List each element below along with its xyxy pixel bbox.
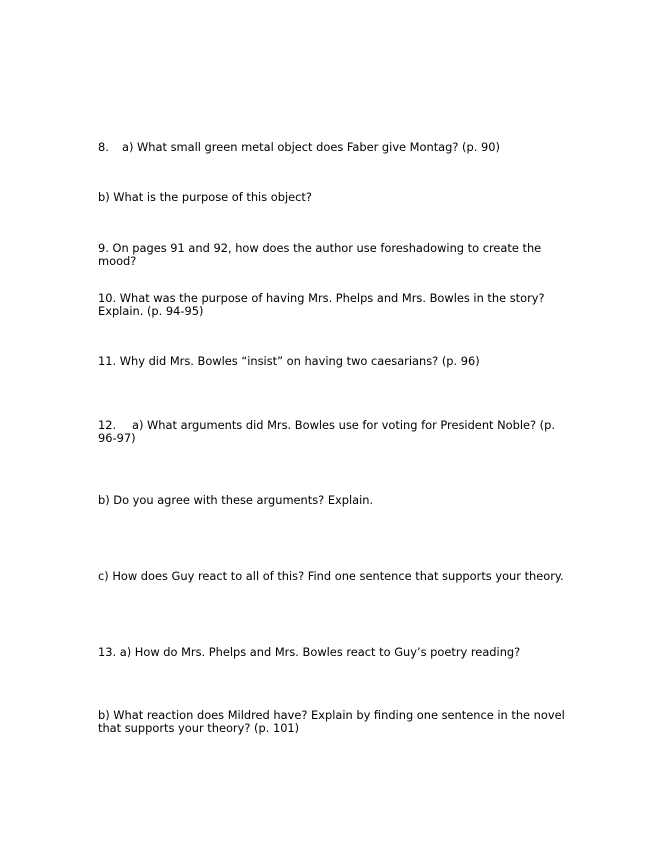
question-text: 13. a) How do Mrs. Phelps and Mrs. Bowles react to Guy’s poetry reading? bbox=[98, 645, 521, 659]
question-10 bbox=[98, 292, 568, 318]
question-8a bbox=[98, 141, 568, 154]
question-text: 10. What was the purpose of having Mrs. Phelps and Mrs. Bowles in the story? Explain. (p. 94-95) bbox=[98, 291, 545, 318]
question-text: a) What small green metal object does Faber give Montag? (p. 90) bbox=[122, 140, 500, 154]
question-8b bbox=[98, 191, 568, 204]
question-13b bbox=[98, 709, 568, 735]
question-13a bbox=[98, 646, 568, 659]
question-text: 9. On pages 91 and 92, how does the author use foreshadowing to create the mood? bbox=[98, 241, 542, 268]
question-11 bbox=[98, 355, 568, 368]
question-12b bbox=[98, 494, 568, 507]
question-text: c) How does Guy react to all of this? Find one sentence that supports your theory. bbox=[98, 569, 564, 583]
question-text: 11. Why did Mrs. Bowles “insist” on having two caesarians? (p. 96) bbox=[98, 354, 480, 368]
question-number: 12. bbox=[98, 418, 117, 432]
question-12c bbox=[98, 570, 568, 583]
question-9 bbox=[98, 242, 568, 268]
question-text: b) What reaction does Mildred have? Explain by finding one sentence in the novel that supports your theory? (p. 101) bbox=[98, 708, 565, 735]
question-12a bbox=[98, 419, 568, 445]
question-text: a) What arguments did Mrs. Bowles use for voting for President Noble? (p. 96-97) bbox=[98, 418, 555, 445]
question-text: b) What is the purpose of this object? bbox=[98, 190, 312, 204]
question-text: b) Do you agree with these arguments? Explain. bbox=[98, 493, 374, 507]
question-number: 8. bbox=[98, 140, 109, 154]
